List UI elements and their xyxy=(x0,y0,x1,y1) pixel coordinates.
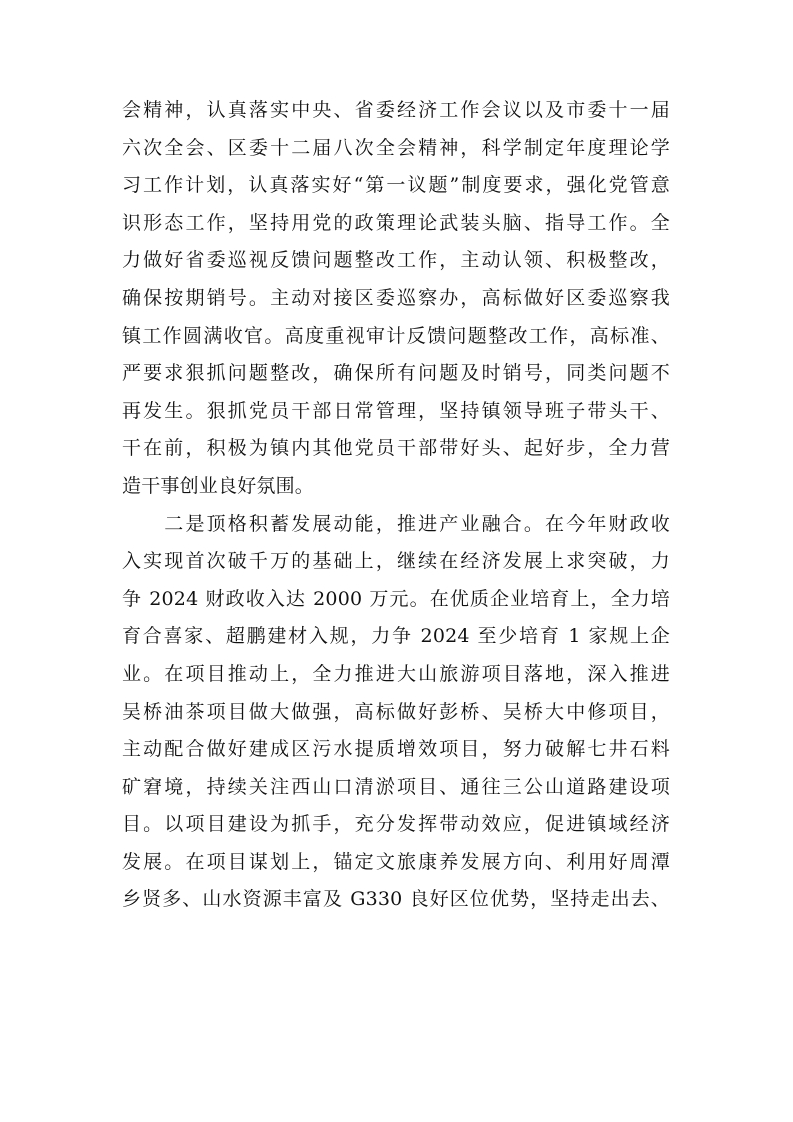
text-line: 会精神，认真落实中央、省委经济工作会议以及市委十一届 xyxy=(122,99,670,121)
text-line: 镇工作圆满收官。高度重视审计反馈问题整改工作，高标准、 xyxy=(122,324,670,347)
text-line: 矿窘境，持续关注西山口清淤项目、通往三公山道路建设项 xyxy=(122,775,670,798)
text-line: 力做好省委巡视反馈问题整改工作，主动认领、积极整改， xyxy=(122,249,670,272)
text-line: 吴桥油茶项目做大做强，高标做好彭桥、吴桥大中修项目， xyxy=(122,700,670,723)
text-line: 习工作计划，认真落实好“第一议题”制度要求，强化党管意 xyxy=(122,174,670,197)
text-line: 严要求狠抓问题整改，确保所有问题及时销号，同类问题不 xyxy=(122,362,670,385)
text-line: 干在前，积极为镇内其他党员干部带好头、起好步，全力营 xyxy=(122,437,670,460)
text-line: 目。以项目建设为抓手，充分发挥带动效应，促进镇域经济 xyxy=(122,813,670,836)
text-line: 发展。在项目谋划上，锚定文旅康养发展方向、利用好周潭 xyxy=(122,850,670,873)
text-line: 育合喜家、超鹏建材入规，力争 2024 至少培育 1 家规上企 xyxy=(122,625,670,648)
body-text xyxy=(122,92,670,919)
text-line: 业。在项目推动上，全力推进大山旅游项目落地，深入推进 xyxy=(122,662,670,685)
text-line: 入实现首次破千万的基础上，继续在经济发展上求突破，力 xyxy=(122,550,670,573)
text-line: 再发生。狠抓党员干部日常管理，坚持镇领导班子带头干、 xyxy=(122,399,670,422)
text-line: 主动配合做好建成区污水提质增效项目，努力破解七井石料 xyxy=(122,738,670,761)
text-line: 乡贤多、山水资源丰富及 G330 良好区位优势，坚持走出去、 xyxy=(122,888,670,911)
text-line: 确保按期销号。主动对接区委巡察办，高标做好区委巡察我 xyxy=(122,286,670,309)
text-line: 识形态工作，坚持用党的政策理论武装头脑、指导工作。全 xyxy=(122,211,670,234)
text-line: 六次全会、区委十二届八次全会精神，科学制定年度理论学 xyxy=(122,136,670,159)
paragraph-end-line: 造干事创业良好氛围。 xyxy=(122,474,315,497)
paragraph-start-line: 二是顶格积蓄发展动能，推进产业融合。在今年财政收 xyxy=(122,512,670,535)
text-line: 争 2024 财政收入达 2000 万元。在优质企业培育上，全力培 xyxy=(122,587,670,610)
